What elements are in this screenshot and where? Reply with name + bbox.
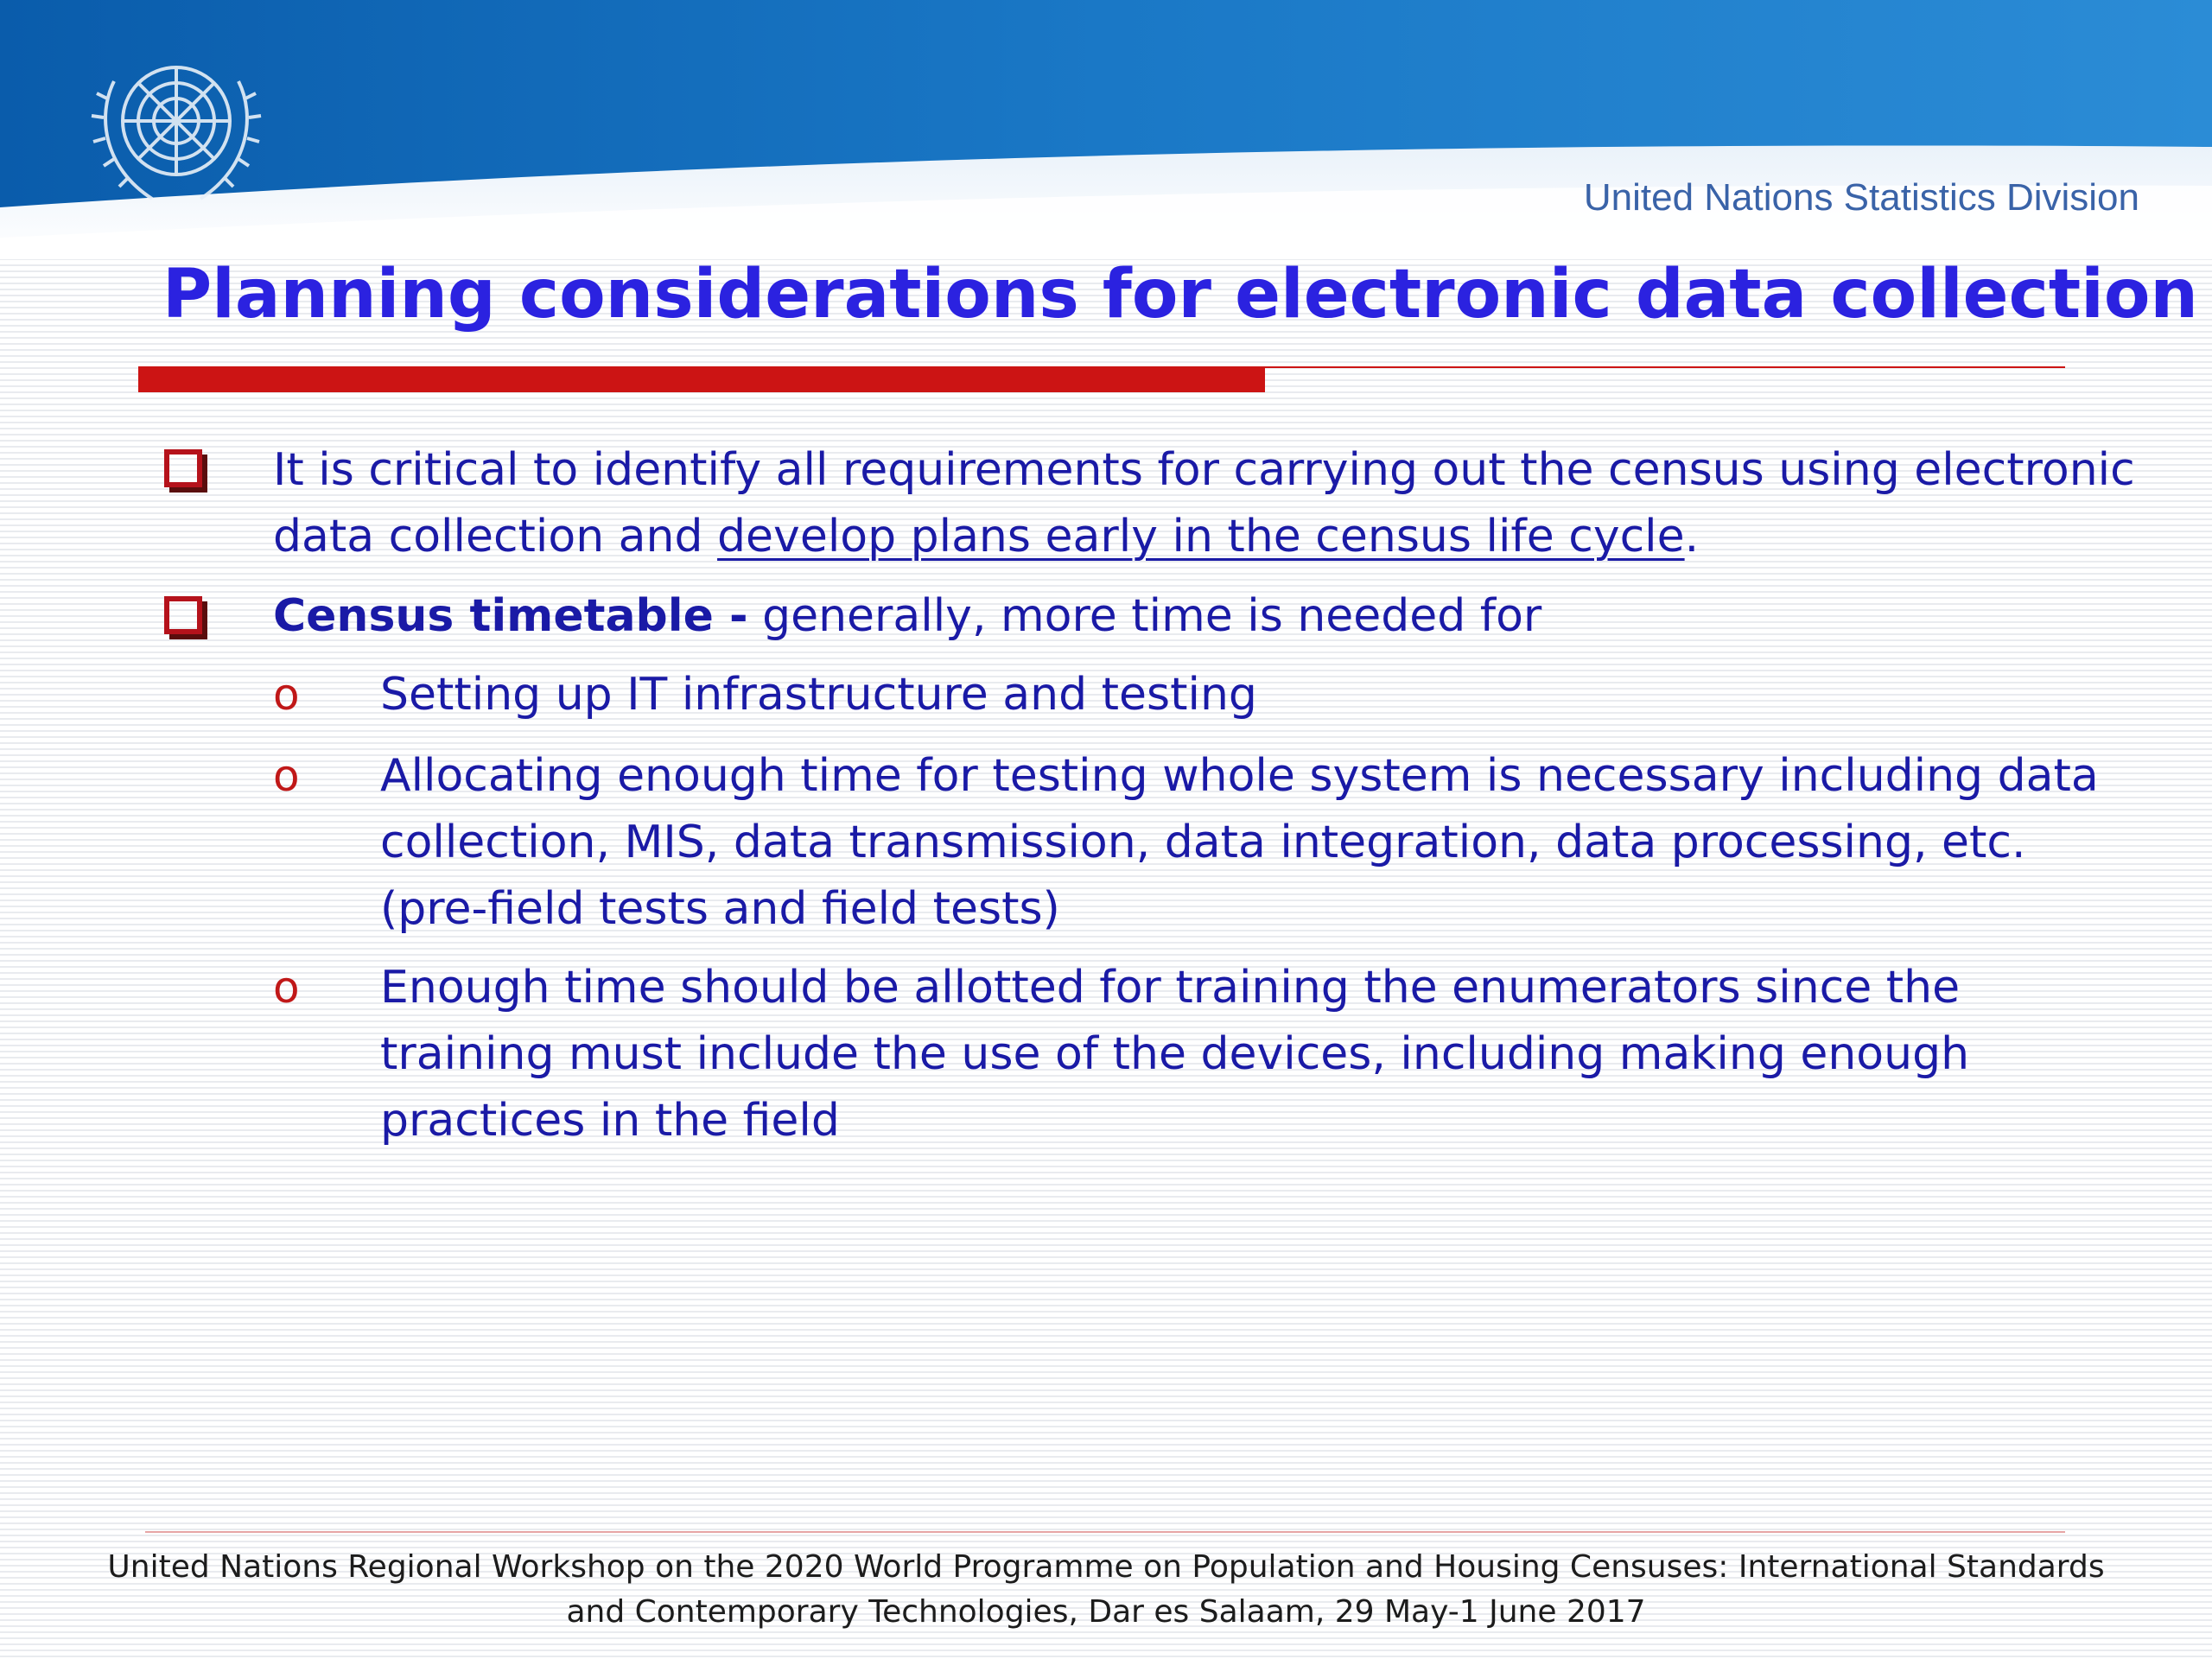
sub-bullet-marker: o [273, 670, 300, 720]
bullet-1-line-2 [273, 504, 1699, 570]
bullet-1-line-2-prefix: data collection and [273, 511, 718, 563]
sub-bullet-marker: o [273, 963, 300, 1013]
checkbox-bullet-icon [164, 596, 202, 634]
bullet-1-underlined-phrase: develop plans early in the census life cycle [717, 511, 1685, 563]
bullet-2-heading [273, 583, 1541, 650]
sub-item-3-line-2: training must include the use of the devices, including making enough [380, 1028, 1970, 1080]
bullet-1-line-1: It is critical to identify all requirements for carrying out the census using electronic [273, 444, 2135, 496]
footer-divider [145, 1531, 2065, 1533]
footer-line-1: United Nations Regional Workshop on the 2020 World Programme on Population and Housing Censuses: International Standards [107, 1549, 2105, 1585]
checkbox-bullet-icon [164, 449, 202, 487]
sub-item-1-line-1: Setting up IT infrastructure and testing [380, 669, 1257, 721]
sub-item-2-line-3: (pre-field tests and field tests) [380, 883, 1060, 935]
bullet-1-line-2-suffix: . [1684, 511, 1700, 563]
organization-label: United Nations Statistics Division [1583, 176, 2139, 219]
bullet-2-rest: generally, more time is needed for [747, 590, 1542, 642]
slide-footer [86, 1545, 2126, 1635]
footer-line-2: and Contemporary Technologies, Dar es Salaam, 29 May-1 June 2017 [566, 1594, 1646, 1630]
sub-bullet-marker: o [273, 751, 300, 801]
sub-item-2-line-1: Allocating enough time for testing whole system is necessary including data [380, 750, 2099, 802]
sub-item-3-line-3: practices in the field [380, 1095, 840, 1147]
slide-title: Planning considerations for electronic data collection [162, 256, 2198, 334]
sub-item-3-line-1: Enough time should be allotted for training the enumerators since the [380, 962, 1961, 1014]
bullet-2-bold-lead: Census timetable - [273, 590, 748, 642]
sub-item-2-line-2: collection, MIS, data transmission, data integration, data processing, etc. [380, 817, 2026, 868]
